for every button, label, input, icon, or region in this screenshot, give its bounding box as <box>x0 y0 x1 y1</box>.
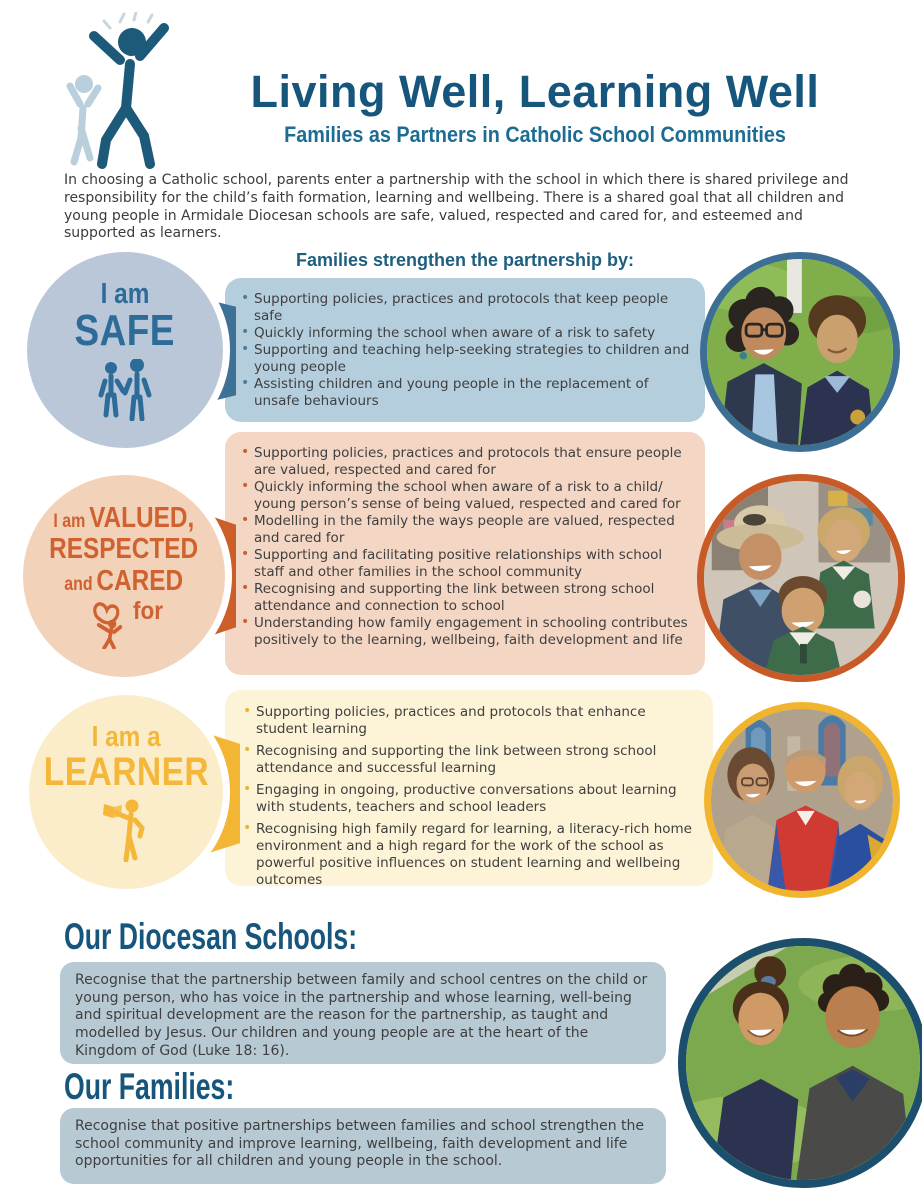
safe-bullet-list <box>239 291 693 410</box>
learner-badge <box>22 688 230 896</box>
bullet-item: • Modelling in the family the ways people are valued, respected and cared for <box>239 513 693 547</box>
bullet-item: • Engaging in ongoing, productive conversations about learning with students, teachers and school leaders <box>241 782 701 816</box>
valued-badge-cared: CARED <box>96 564 184 597</box>
partnership-heading: Families strengthen the partnership by: <box>295 250 635 270</box>
safe-badge-line2: SAFE <box>74 305 176 355</box>
diocesan-schools-panel: Recognise that the partnership between family and school centres on the child or young person, who has voice in the partnership and whose learning, well-being and spiritual development are the reason for the partnership, as taught and modelled by Jesus. Our children and young people are at the heart of the Kingdom of God (Luke 18: 16). <box>60 962 666 1064</box>
bullet-item: • Recognising and supporting the link between strong school attendance and connection to school <box>239 581 693 615</box>
photo-grandfather-and-girl <box>678 938 922 1188</box>
valued-badge-for: for <box>133 596 164 625</box>
jumping-figures-logo-icon <box>58 12 198 170</box>
valued-bullet-panel <box>225 432 705 675</box>
bullet-item: • Quickly informing the school when aware of a risk to a child/ young person’s sense of being valued, respected and cared for <box>239 479 693 513</box>
photo-family-in-church <box>704 702 900 898</box>
safe-badge-line1: I am <box>100 277 150 310</box>
diocesan-schools-heading: Our Diocesan Schools: <box>64 916 358 957</box>
valued-badge-valued: VALUED, <box>89 502 195 535</box>
bullet-item: • Assisting children and young people in the replacement of unsafe behaviours <box>239 376 693 410</box>
heart-person-icon <box>85 597 132 649</box>
safe-children-icon <box>93 359 157 421</box>
our-families-heading: Our Families: <box>64 1066 235 1107</box>
learner-badge-line1: I am a <box>91 720 161 753</box>
intro-paragraph: In choosing a Catholic school, parents enter a partnership with the school in which there is shared privilege and responsibility for the child’s faith formation, learning and wellbeing. There is a shared goal that all children and young people in Armidale Diocesan schools are safe, valued, respected and cared for, and esteemed and supported as learners. <box>64 172 849 242</box>
page-subtitle: Families as Partners in Catholic School Communities <box>284 122 786 147</box>
bullet-item: • Supporting and teaching help-seeking strategies to children and young people <box>239 342 693 376</box>
learner-book-icon <box>98 798 154 862</box>
valued-bullet-list <box>239 445 693 649</box>
valued-badge-iam: I am <box>53 511 86 533</box>
bullet-item: • Supporting policies, practices and protocols that keep people safe <box>239 291 693 325</box>
photo-mother-and-daughter <box>700 252 900 452</box>
learner-bullet-panel <box>225 690 713 886</box>
bullet-item: • Quickly informing the school when aware of a risk to safety <box>239 325 693 342</box>
bullet-item: • Supporting policies, practices and protocols that enhance student learning <box>241 704 701 738</box>
bullet-item: • Recognising and supporting the link between strong school attendance and successful learning <box>241 743 701 777</box>
bullet-item: • Supporting and facilitating positive relationships with school staff and other families in the school community <box>239 547 693 581</box>
bullet-item: • Recognising high family regard for learning, a literacy-rich home environment and a high regard for the work of the school as powerful positive influences on student learning and wellbeing outcomes <box>241 821 701 886</box>
our-families-panel: Recognise that positive partnerships between families and school strengthen the school community and improve learning, wellbeing, faith development and life opportunities for all children and young people in the school. <box>60 1108 666 1184</box>
photo-father-with-two-children <box>697 474 905 682</box>
bullet-item: • Understanding how family engagement in schooling contributes positively to the learning, wellbeing, faith development and life <box>239 615 693 649</box>
bullet-item: • Supporting policies, practices and protocols that ensure people are valued, respected and cared for <box>239 445 693 479</box>
learner-badge-line2: LEARNER <box>43 749 209 794</box>
valued-badge <box>16 468 232 684</box>
valued-badge-and: and <box>64 573 93 595</box>
page-title: Living Well, Learning Well <box>250 66 820 117</box>
valued-badge-respected: RESPECTED <box>49 533 199 566</box>
learner-bullet-list <box>241 704 701 886</box>
safe-badge <box>20 245 230 455</box>
safe-bullet-panel <box>225 278 705 422</box>
